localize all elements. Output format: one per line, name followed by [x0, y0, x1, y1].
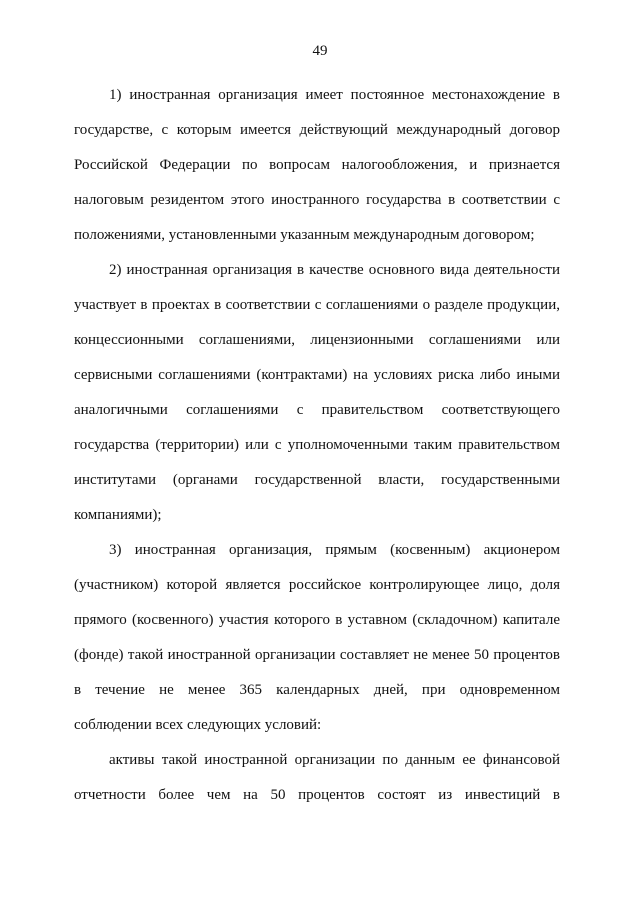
paragraph-line: государстве, с которым имеется действующий международный договор	[74, 122, 560, 138]
paragraph-line: институтами (органами государственной власти, государственными	[74, 472, 560, 488]
paragraph-line: положениями, установленными указанным международным договором;	[74, 227, 535, 243]
paragraph-line: 3) иностранная организация, прямым (косвенным) акционером	[109, 542, 560, 558]
paragraph-line: в течение не менее 365 календарных дней, при одновременном	[74, 682, 560, 698]
paragraph-line: компаниями);	[74, 507, 162, 523]
paragraph-line: (участником) которой является российское контролирующее лицо, доля	[74, 577, 560, 593]
paragraph-line: участвует в проектах в соответствии с соглашениями о разделе продукции,	[74, 297, 560, 313]
paragraph-line: Российской Федерации по вопросам налогообложения, и признается	[74, 157, 560, 173]
page-number: 49	[312, 43, 328, 59]
paragraph-line: прямого (косвенного) участия которого в уставном (складочном) капитале	[74, 612, 560, 628]
paragraph-line: аналогичными соглашениями с правительством соответствующего	[74, 402, 560, 418]
paragraph-line: государства (территории) или с уполномоченными таким правительством	[74, 437, 560, 453]
paragraph-line: соблюдении всех следующих условий:	[74, 717, 322, 733]
paragraph-line: отчетности более чем на 50 процентов состоят из инвестиций в	[74, 787, 560, 803]
paragraph-line: 1) иностранная организация имеет постоянное местонахождение в	[109, 87, 560, 103]
paragraph-line: концессионными соглашениями, лицензионными соглашениями или	[74, 332, 560, 348]
paragraph-line: налоговым резидентом этого иностранного государства в соответствии с	[74, 192, 560, 208]
paragraph-line: активы такой иностранной организации по данным ее финансовой	[109, 752, 560, 768]
paragraph-line: сервисными соглашениями (контрактами) на условиях риска либо иными	[74, 367, 560, 383]
paragraph-line: (фонде) такой иностранной организации составляет не менее 50 процентов	[74, 647, 560, 663]
paragraph-line: 2) иностранная организация в качестве основного вида деятельности	[109, 262, 560, 278]
